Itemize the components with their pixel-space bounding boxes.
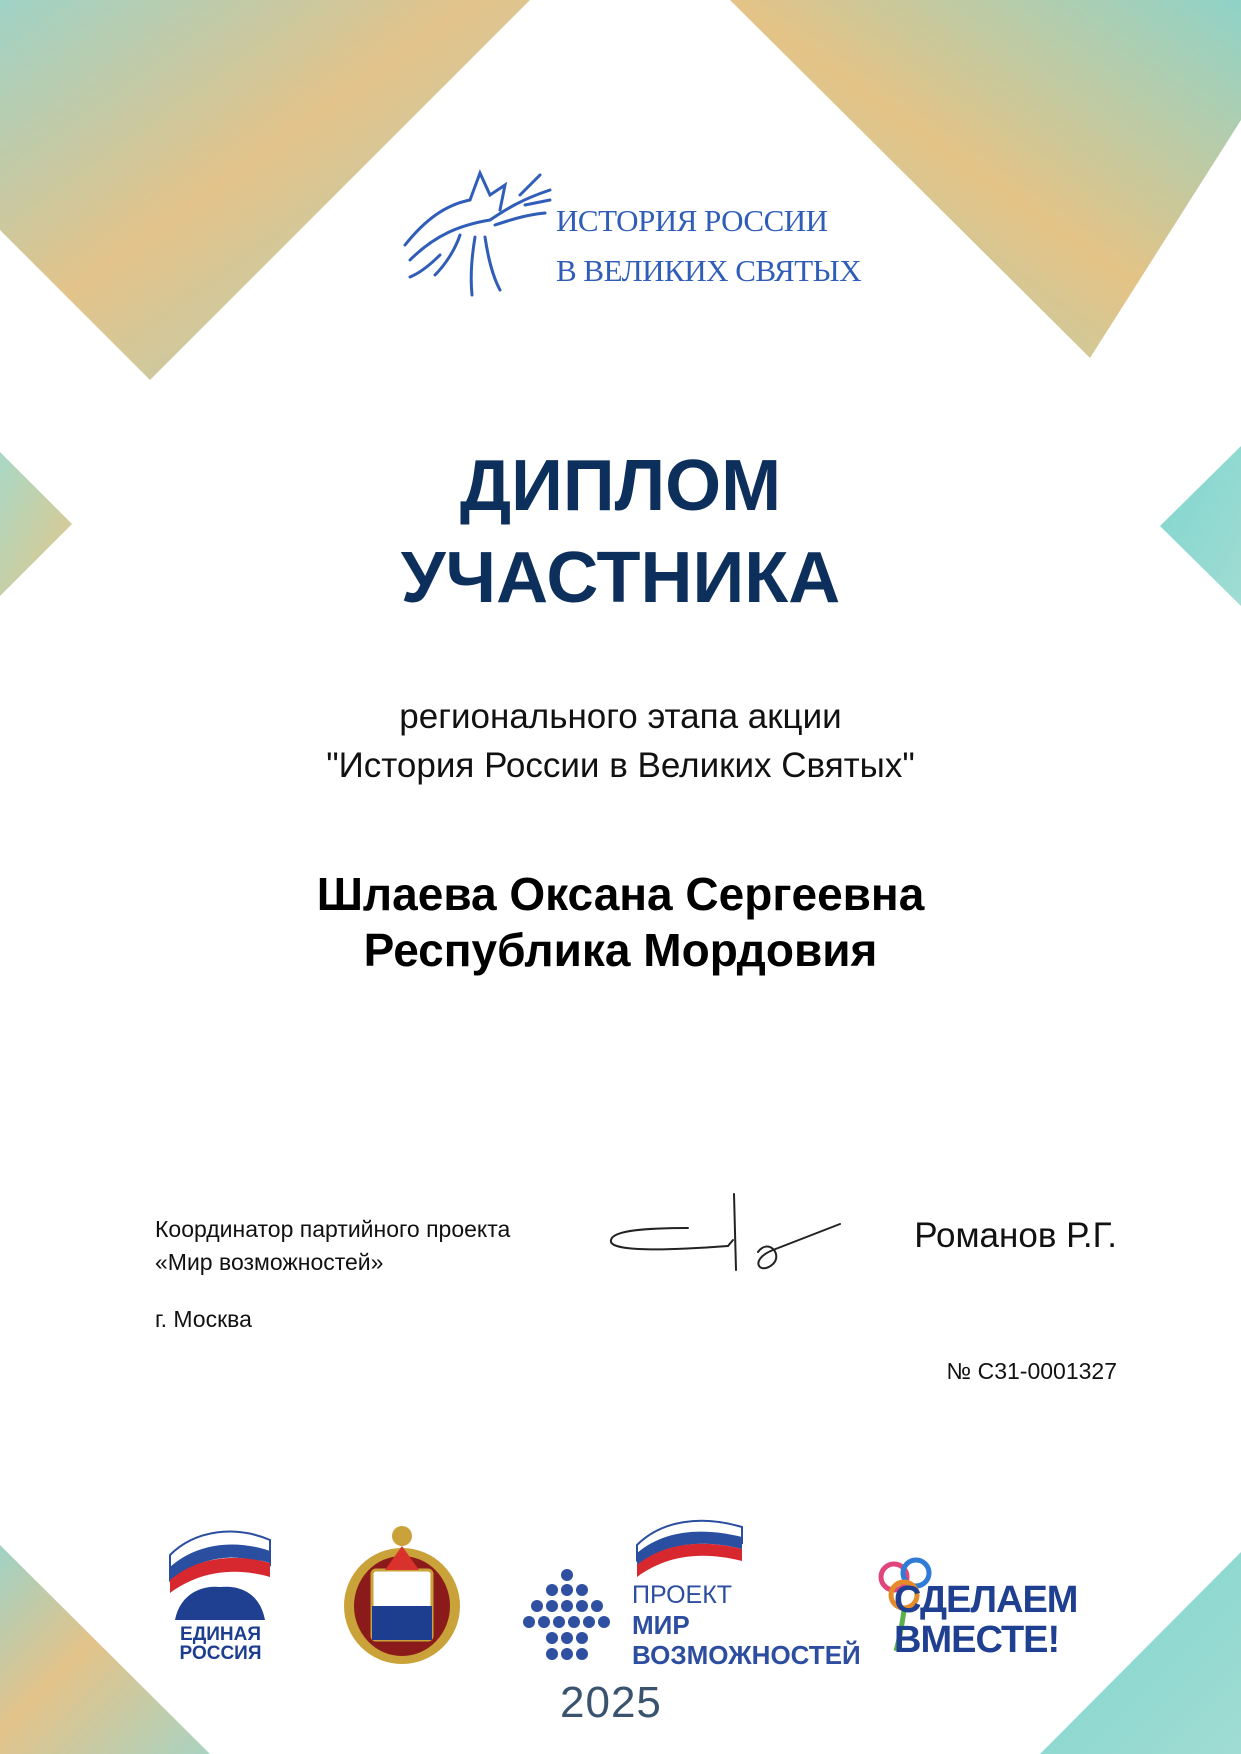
dove-logo-icon	[400, 165, 560, 305]
united-russia-logo-icon	[165, 1525, 275, 1625]
event-subtitle	[0, 692, 1241, 790]
coordinator-line2: «Мир возможностей»	[155, 1249, 384, 1275]
header-logo-line1: ИСТОРИЯ РОССИИ	[556, 203, 828, 238]
signer-name: Романов Р.Г.	[914, 1216, 1117, 1255]
subtitle-line2: "История России в Великих Святых"	[326, 746, 915, 785]
recipient-name: Шлаева Оксана Сергеевна	[316, 868, 925, 920]
header-logo-line2: В ВЕЛИКИХ СВЯТЫХ	[556, 253, 862, 288]
project-dots-icon	[522, 1568, 622, 1662]
er-line2: РОССИЯ	[179, 1643, 262, 1664]
together-line1: СДЕЛАЕМ	[894, 1579, 1078, 1621]
project-big2: ВОЗМОЖНОСТЕЙ	[632, 1640, 861, 1670]
mordovia-coat-of-arms-icon	[340, 1518, 465, 1668]
subtitle-line1: регионального этапа акции	[399, 697, 842, 736]
diploma-title	[0, 440, 1241, 624]
title-line1: ДИПЛОМ	[459, 446, 782, 526]
project-flag-icon	[632, 1515, 747, 1580]
coordinator-line1: Координатор партийного проекта	[155, 1216, 511, 1242]
project-small: ПРОЕКТ	[632, 1581, 733, 1609]
recipient-block	[0, 866, 1241, 978]
coordinator-title	[155, 1213, 510, 1279]
together-text	[894, 1580, 1077, 1660]
project-text	[632, 1580, 861, 1670]
project-big1: МИР	[632, 1610, 690, 1640]
city: г. Москва	[155, 1306, 252, 1332]
header-logo-text	[556, 196, 861, 296]
title-line2: УЧАСТНИКА	[400, 538, 841, 618]
signature-icon	[608, 1190, 848, 1290]
united-russia-text	[168, 1625, 273, 1663]
diploma-number: № С31-0001327	[946, 1358, 1117, 1384]
deco-top-right	[730, 0, 1241, 358]
together-line2: ВМЕСТЕ!	[894, 1619, 1060, 1661]
recipient-region: Республика Мордовия	[363, 924, 878, 976]
er-line1: ЕДИНАЯ	[180, 1624, 261, 1645]
year: 2025	[560, 1678, 662, 1727]
